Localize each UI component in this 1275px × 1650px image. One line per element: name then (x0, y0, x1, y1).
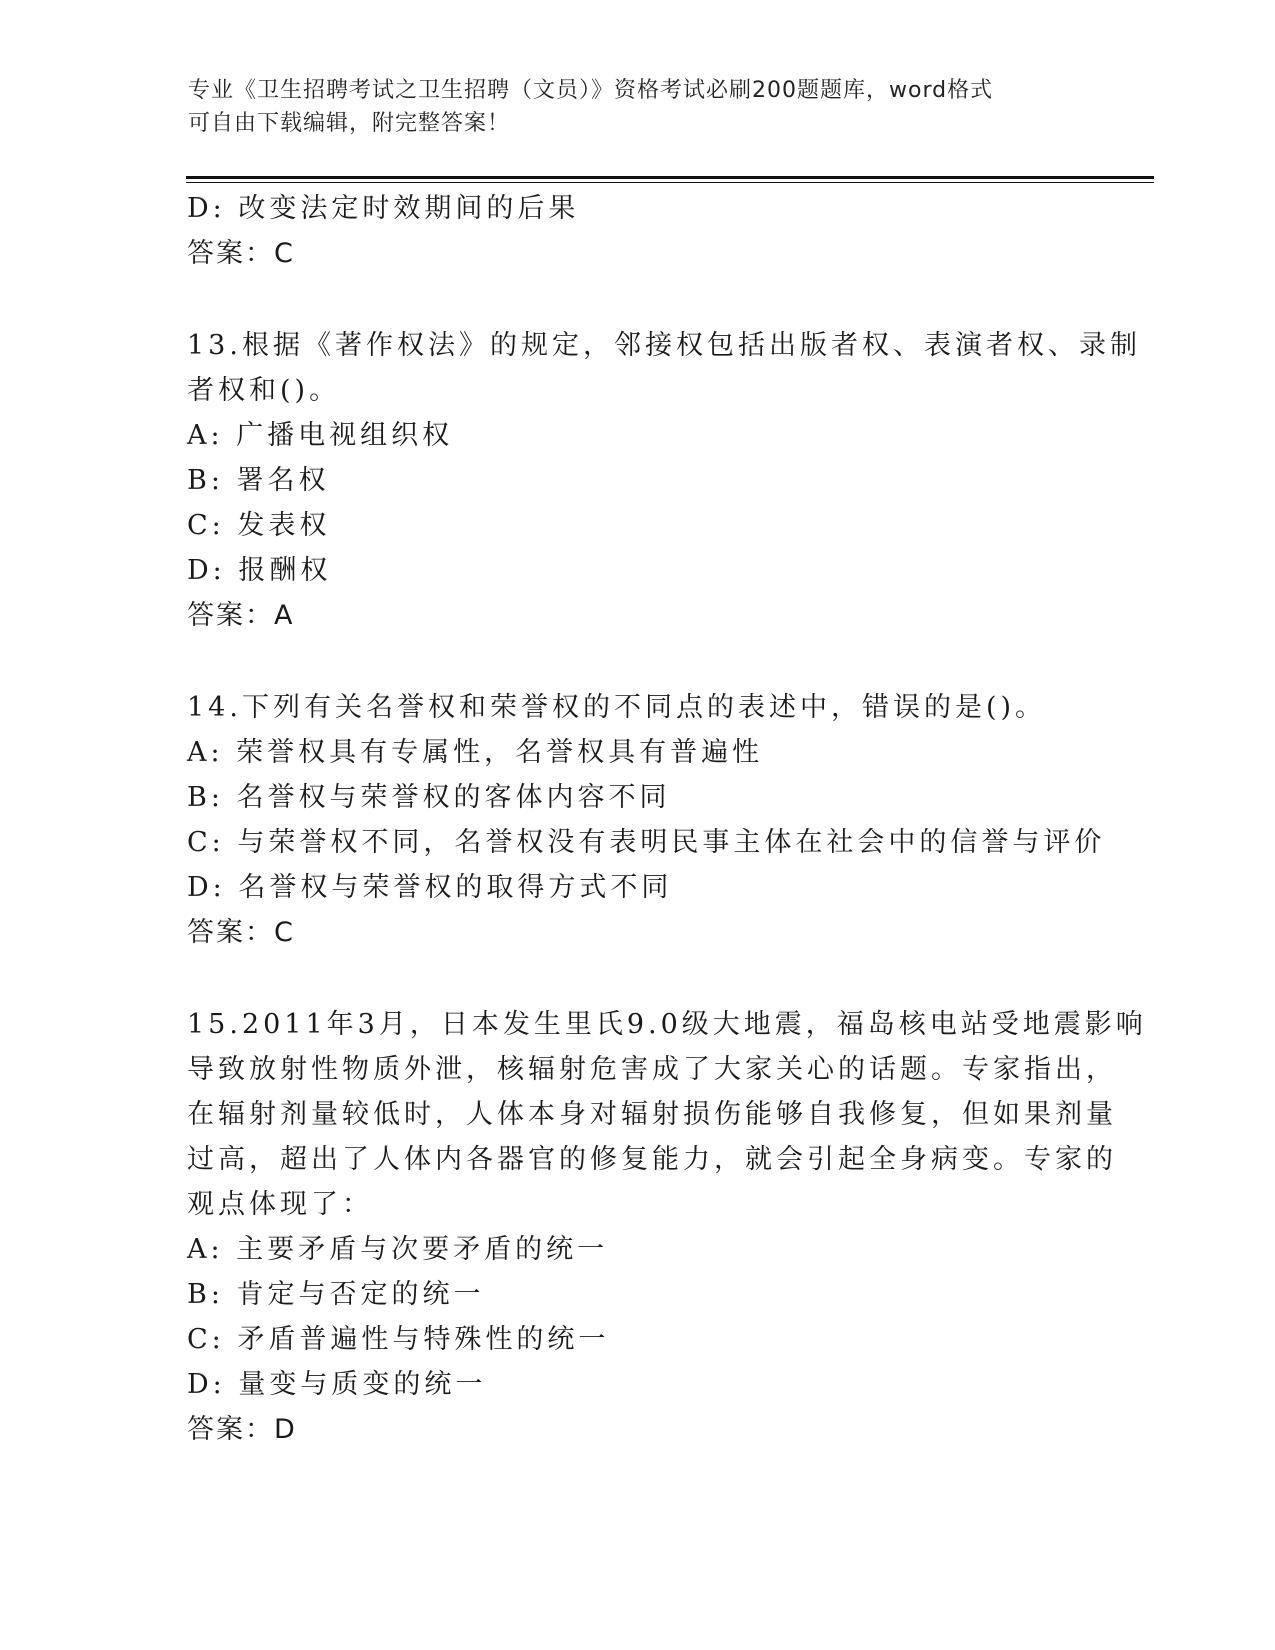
page-header (188, 74, 1068, 140)
question-stem: 在辐射剂量较低时，人体本身对辐射损伤能够自我修复，但如果剂量 (187, 1099, 1117, 1130)
spacer (187, 276, 1087, 323)
header-line-2: 可自由下载编辑，附完整答案！ (188, 111, 511, 136)
question-stem: 观点体现了： (187, 1189, 373, 1220)
option-b: B: 肯定与否定的统一 (187, 1279, 485, 1310)
option-c: C: 矛盾普遍性与特殊性的统一 (187, 1324, 610, 1355)
question-stem: 者权和()。 (187, 375, 341, 406)
question-list (187, 186, 1147, 1452)
option-b: B: 署名权 (187, 465, 330, 496)
option-d: D: 报酬权 (187, 555, 332, 586)
answer-line: 答案：D (187, 1414, 297, 1445)
option-d: D: 名誉权与荣誉权的取得方式不同 (187, 872, 673, 903)
question-stem: 14.下列有关名誉权和荣誉权的不同点的表述中，错误的是()。 (187, 692, 1047, 723)
option-b: B: 名誉权与荣誉权的客体内容不同 (187, 782, 671, 813)
question-14 (187, 685, 1106, 955)
header-divider-thin (186, 182, 1154, 183)
header-line-1: 专业《卫生招聘考试之卫生招聘（文员）》资格考试必刷200题题库，word格式 (188, 78, 994, 103)
question-13 (187, 323, 1141, 638)
option-c: C: 与荣誉权不同，名誉权没有表明民事主体在社会中的信誉与评价 (187, 827, 1106, 858)
question-stem: 15.2011年3月，日本发生里氏9.0级大地震，福岛核电站受地震影响 (187, 1009, 1147, 1040)
question-stem: 导致放射性物质外泄，核辐射危害成了大家关心的话题。专家指出， (187, 1054, 1117, 1085)
option-a: A: 广播电视组织权 (187, 420, 454, 451)
option-d: D: 改变法定时效期间的后果 (187, 193, 580, 224)
answer-line: 答案：A (187, 600, 295, 631)
question-15 (187, 1002, 1147, 1452)
question-12-tail (187, 186, 1087, 276)
question-stem: 13.根据《著作权法》的规定，邻接权包括出版者权、表演者权、录制 (187, 330, 1141, 361)
option-c: C: 发表权 (187, 510, 331, 541)
header-divider-thick (186, 176, 1154, 179)
spacer (187, 638, 1087, 685)
option-a: A: 荣誉权具有专属性，名誉权具有普遍性 (187, 737, 764, 768)
spacer (187, 955, 1087, 1002)
answer-line: 答案：C (187, 917, 295, 948)
answer-line: 答案：C (187, 238, 295, 269)
option-a: A: 主要矛盾与次要矛盾的统一 (187, 1234, 609, 1265)
question-stem: 过高，超出了人体内各器官的修复能力，就会引起全身病变。专家的 (187, 1144, 1117, 1175)
option-d: D: 量变与质变的统一 (187, 1369, 487, 1400)
